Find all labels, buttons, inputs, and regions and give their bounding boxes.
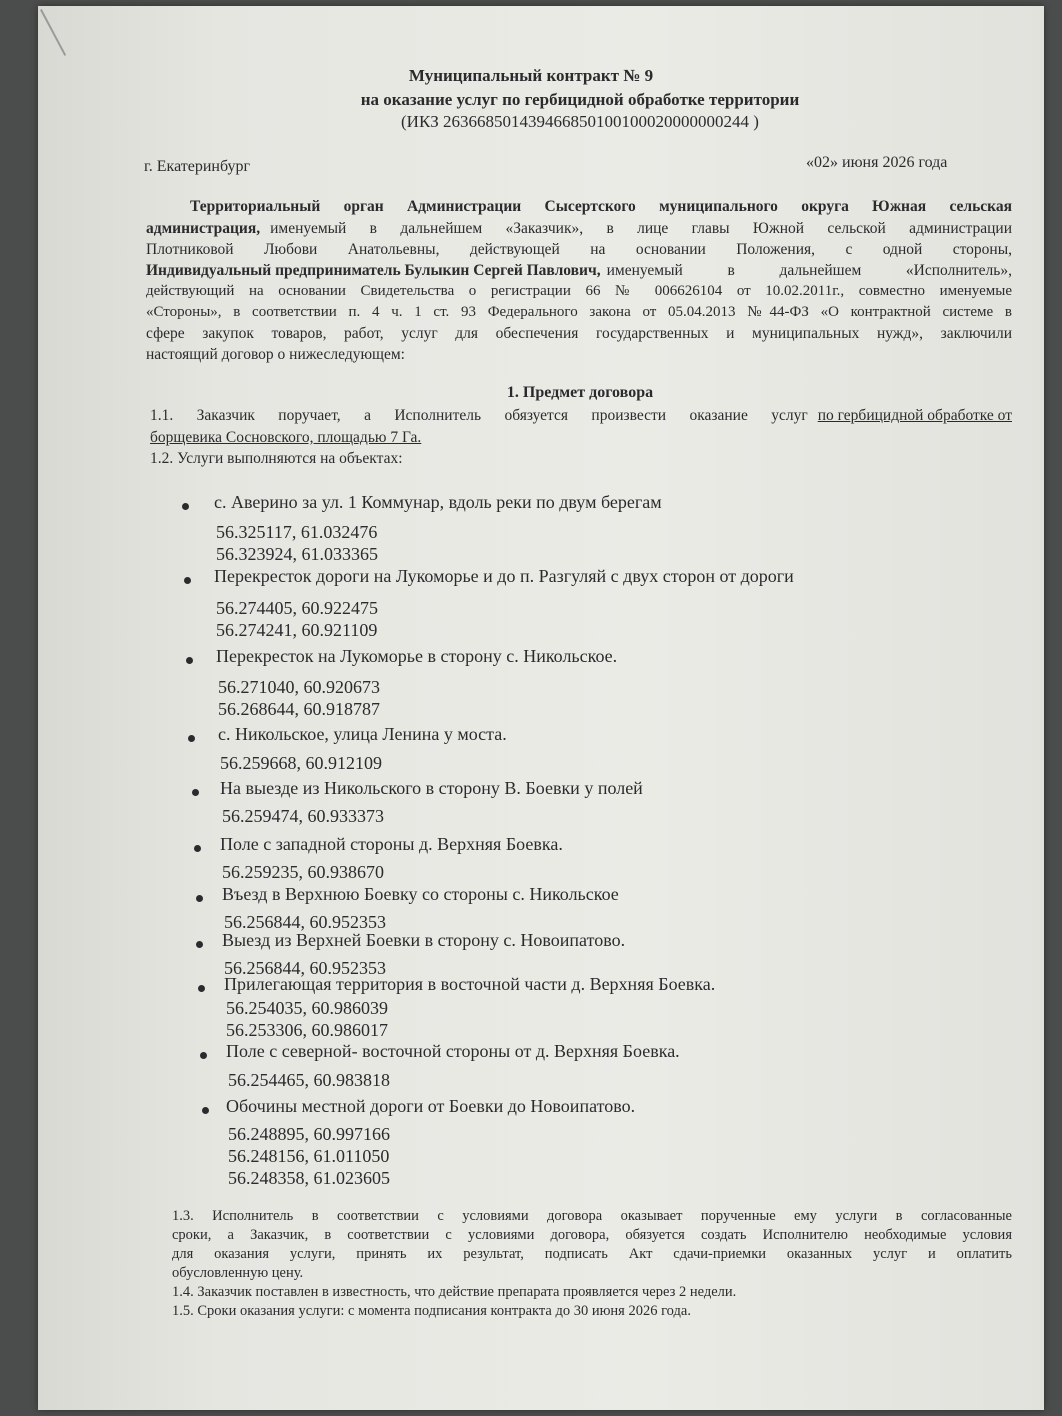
bullet-icon (198, 985, 205, 992)
object-coordinates: 56.253306, 60.986017 (226, 1020, 388, 1040)
preamble-line2-rest: именуемый в дальнейшем «Заказчик», в лице главы Южной сельской администрации (270, 220, 1012, 237)
preamble-line8: настоящий договор о нижеследующем: (146, 346, 405, 363)
clause-1-1 (150, 405, 1012, 426)
bullet-icon (186, 657, 193, 664)
object-coordinates: 56.274241, 60.921109 (216, 620, 378, 640)
object-name: Обочины местной дороги от Боевки до Новоипатово. (226, 1096, 636, 1116)
preamble-line5: действующий на основании Свидетельства о регистрации 66 № 006626104 от 10.02.2011г., совместно именуемые (146, 283, 1012, 299)
clause-1-1-underlined: по гербицидной обработке от (817, 407, 1012, 424)
contract-date: «02» июня 2026 года (806, 154, 948, 171)
preamble-line4-bold: Индивидуальный предприниматель Булыкин Сергей Павлович, (146, 262, 601, 279)
preamble-line6: «Стороны», в соответствии п. 4 ч. 1 ст. 93 Федерального закона от 05.04.2013 №44-ФЗ «О контрактной системе в (146, 304, 1012, 320)
bullet-icon (196, 941, 203, 948)
preamble-line1: Территориальный орган Администрации Сысертского муниципального округа Южная сельская (190, 198, 1012, 215)
preamble-line2 (146, 218, 1012, 239)
object-coordinates: 56.274405, 60.922475 (216, 598, 378, 618)
bullet-icon (200, 1052, 207, 1059)
object-coordinates: 56.259235, 60.938670 (222, 862, 384, 882)
preamble-line3: Плотниковой Любови Анатольевны, действующей на основании Положения, с одной стороны, (146, 241, 1012, 258)
object-name: Въезд в Верхнюю Боевку со стороны с. Никольское (222, 884, 619, 904)
object-coordinates: 56.256844, 60.952353 (224, 912, 386, 932)
object-coordinates: 56.248156, 61.011050 (228, 1146, 390, 1166)
clause-1-2: 1.2. Услуги выполняются на объектах: (150, 450, 403, 467)
object-name: Поле с северной- восточной стороны от д. Верхняя Боевка. (226, 1041, 680, 1061)
section-heading: 1. Предмет договора (506, 384, 654, 401)
place: г. Екатеринбург (144, 158, 251, 175)
clause-1-3-line2: сроки, а Заказчик, в соответствии с условиями договора, обязуется создать Исполнителю необходимые условия (172, 1227, 1012, 1243)
preamble-line4 (146, 260, 1012, 281)
object-name: Перекресток дороги на Лукоморье и до п. Разгуляй с двух сторон от дороги (214, 566, 794, 586)
contract-subtitle: на оказание услуг по гербицидной обработке территории (360, 90, 800, 109)
object-name: Перекресток на Лукоморье в сторону с. Никольское. (216, 646, 618, 666)
object-coordinates: 56.271040, 60.920673 (218, 677, 380, 697)
object-coordinates: 56.259668, 60.912109 (220, 753, 382, 773)
clause-1-4: 1.4. Заказчик поставлен в известность, что действие препарата проявляется через 2 недели. (172, 1284, 737, 1300)
bullet-icon (202, 1107, 209, 1114)
object-coordinates: 56.323924, 61.033365 (216, 544, 378, 564)
object-coordinates: 56.325117, 61.032476 (216, 522, 378, 542)
object-coordinates: 56.254465, 60.983818 (228, 1070, 390, 1090)
object-name: Прилегающая территория в восточной части д. Верхняя Боевка. (224, 974, 716, 994)
bullet-icon (194, 845, 201, 852)
clause-1-1-text: 1.1. Заказчик поручает, а Исполнитель обязуется произвести оказание услуг (150, 407, 808, 424)
bullet-icon (192, 789, 199, 796)
clause-1-1-cont: борщевика Сосновского, площадью 7 Га. (150, 429, 422, 446)
object-coordinates: 56.248895, 60.997166 (228, 1124, 390, 1144)
object-name: На выезде из Никольского в сторону В. Боевки у полей (220, 778, 643, 798)
clause-1-3-line3: для оказания услуги, принять их результат, подписать Акт сдачи-приемки оказанных услуг и оплатить (172, 1246, 1012, 1262)
object-name: Выезд из Верхней Боевки в сторону с. Новоипатово. (222, 930, 626, 950)
object-coordinates: 56.268644, 60.918787 (218, 699, 380, 719)
object-coordinates: 56.248358, 61.023605 (228, 1168, 390, 1188)
bullet-icon (182, 503, 189, 510)
bullet-icon (184, 577, 191, 584)
preamble-line2-bold: администрация, (146, 220, 261, 237)
object-coordinates: 56.259474, 60.933373 (222, 806, 384, 826)
object-name: с. Никольское, улица Ленина у моста. (218, 724, 507, 744)
contract-title: Муниципальный контракт № 9 (408, 66, 654, 85)
ikz-code: (ИКЗ 263668501439466850100100020000000244 ) (401, 112, 759, 131)
clause-1-3-line4: обусловленную цену. (172, 1265, 304, 1281)
object-coordinates: 56.256844, 60.952353 (224, 958, 386, 978)
bullet-icon (188, 735, 195, 742)
preamble-line4-rest: именуемый в дальнейшем «Исполнитель», (606, 262, 1012, 279)
bullet-icon (196, 895, 203, 902)
preamble-line7: сфере закупок товаров, работ, услуг для обеспечения государственных и муниципальных нужд», заключили (146, 325, 1012, 342)
clause-1-5: 1.5. Сроки оказания услуги: с момента подписания контракта до 30 июня 2026 года. (172, 1303, 691, 1319)
clause-1-3-line1: 1.3. Исполнитель в соответствии с условиями договора оказывает порученные ему услуги в согласованные (172, 1208, 1012, 1224)
object-name: с. Аверино за ул. 1 Коммунар, вдоль реки по двум берегам (214, 492, 662, 512)
object-coordinates: 56.254035, 60.986039 (226, 998, 388, 1018)
object-name: Поле с западной стороны д. Верхняя Боевка. (220, 834, 563, 854)
